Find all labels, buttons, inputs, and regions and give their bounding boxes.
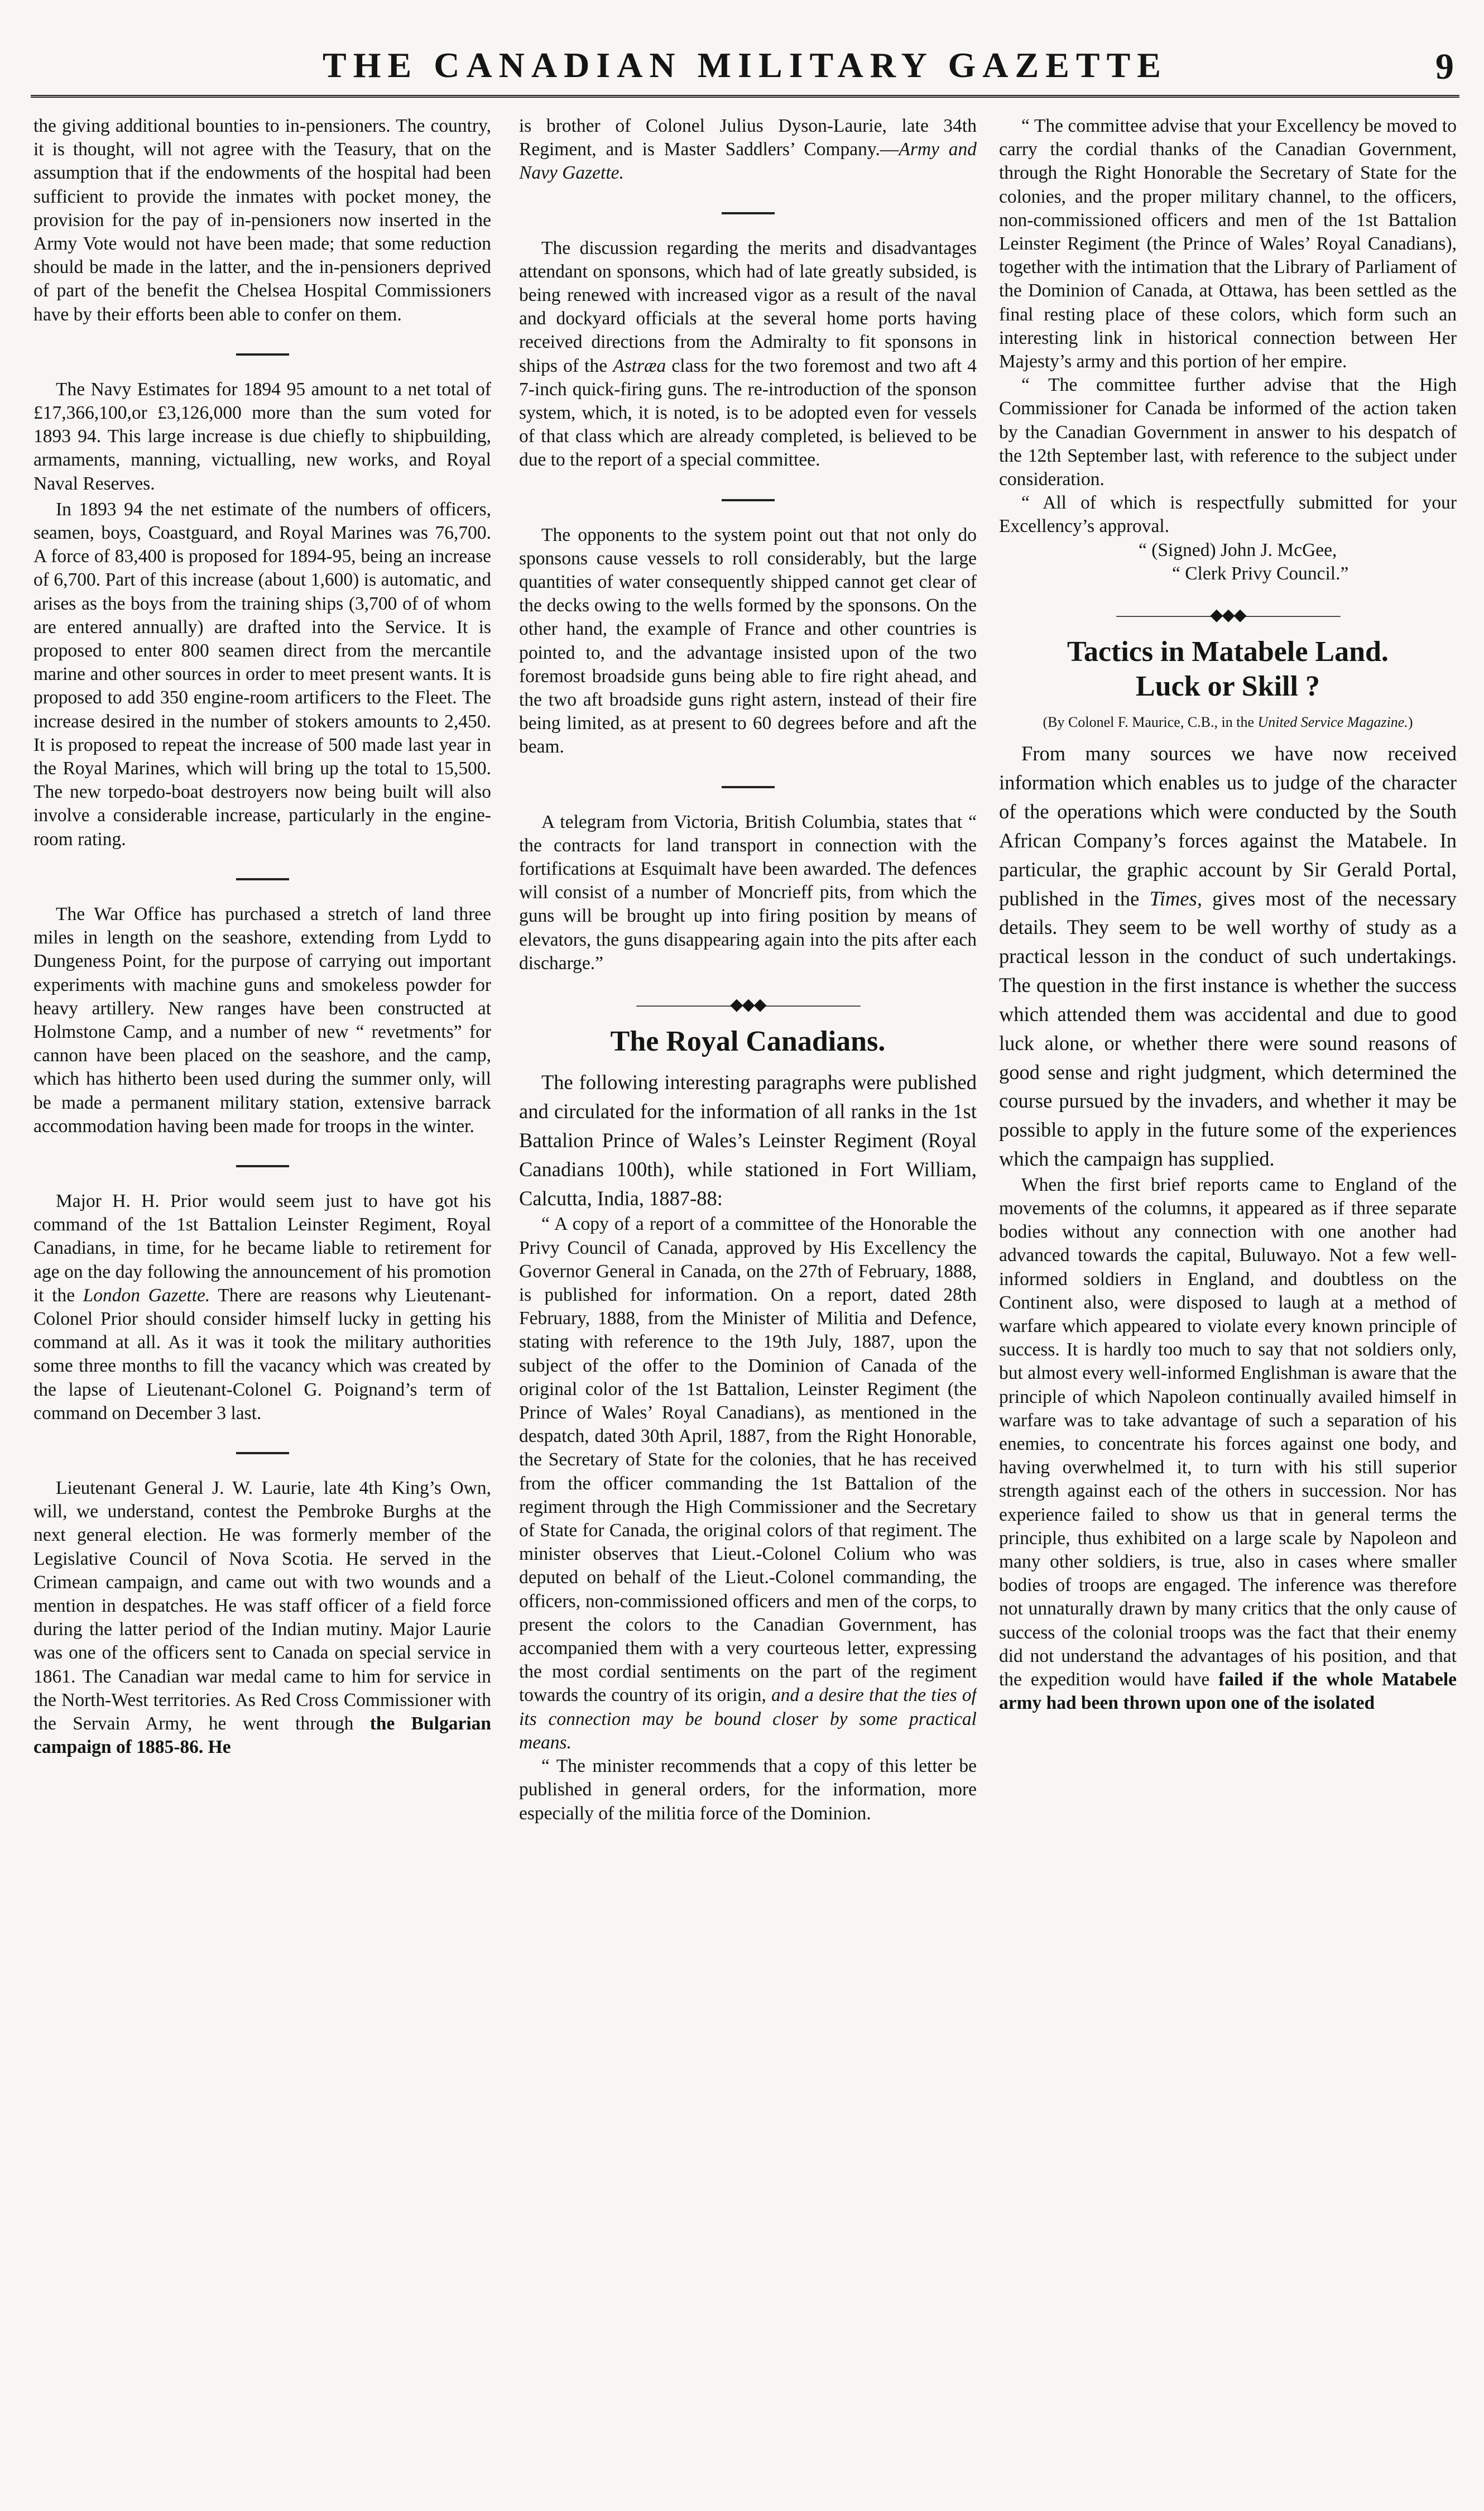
publication-title: Times, <box>1149 886 1202 910</box>
section-divider <box>236 878 289 880</box>
heading-line: Luck or Skill ? <box>1136 670 1320 703</box>
masthead <box>31 33 1459 98</box>
article-paragraph <box>33 1190 491 1425</box>
text-run: There are reasons why Lieutenant-Colonel Prior should consider himself lucky in getting his command at all. As it was it took the military authorities some three months to fill the vacancy which was created by the lapse of Lieutenant-Colonel G. Poignand’s term of command on December 3 last. <box>33 1285 491 1424</box>
article-paragraph: A telegram from Victoria, British Columbia, states that “ the contracts for land transport in connection with the fortifications at Esquimalt have been awarded. The defences will consist of a number of Moncrieff pits, from which the guns will be brought up into firing position by means of elevators, the guns disappearing again into the pits after each discharge.” <box>519 811 977 974</box>
quoted-paragraph: “ The minister recommends that a copy of this letter be published in general orders, for the information, more especially of the militia force of the Dominion. <box>519 1756 977 1824</box>
ornamental-divider: ——————◆◆◆—————— <box>636 995 859 1014</box>
article-paragraph <box>999 1173 1457 1715</box>
text-run: (By Colonel F. Maurice, C.B., in the <box>1043 713 1258 730</box>
publication-title: United Service Magazine. <box>1257 713 1408 730</box>
section-divider <box>236 1452 289 1454</box>
publication-title: Army and Navy Gazette. <box>519 139 977 184</box>
section-divider <box>722 499 775 501</box>
column-3 <box>999 114 1457 2487</box>
quoted-paragraph <box>519 1213 977 1755</box>
quoted-paragraph: “ All of which is respectfully submitted for your Excellency’s approval. <box>999 492 1457 537</box>
ornamental-divider: ——————◆◆◆—————— <box>1116 606 1339 625</box>
article-paragraph <box>519 114 977 185</box>
text-run: is brother of Colonel Julius Dyson-Laurie, late 34th Regiment, and is Master Saddlers’ Company.— <box>519 116 977 160</box>
article-paragraph: The War Office has purchased a stretch of land three miles in length on the seashore, extending from Lydd to Dungeness Point, for the purpose of carrying out important experiments with machine guns and smokeless powder for heavy artillery. New ranges have been constructed at Holmstone Camp, and a number of new “ revetments” for cannon have been placed on the seashore, and the camp, which has hitherto been used during the summer only, will be made a permanent military station, extensive barrack accommodation having been made for troops in the winter. <box>33 903 491 1137</box>
article-paragraph <box>519 237 977 472</box>
quoted-paragraph: “ The committee advise that your Excellency be moved to carry the cordial thanks of the Canadian Government, through the Right Honorable the Secretary of State for the colonies, and the proper military channel, to the officers, non-commissioned officers and men of the 1st Battalion Leinster Regiment (the Prince of Wales’ Royal Canadians), together with the intimation that the Library of Parliament of the Dominion of Canada, at Ottawa, has been settled as the final resting place of these colors, which form such an interesting link in historical connection between Her Majesty’s army and this portion of her empire. <box>999 116 1457 372</box>
emphasized-text: and a desire that the ties of its connection may be bound closer by some practical means. <box>519 1685 977 1753</box>
article-paragraph <box>33 1477 491 1759</box>
column-1 <box>33 114 491 2487</box>
section-divider <box>722 212 775 214</box>
text-run: the Bulgarian campaign of 1885-86. He <box>33 1713 491 1758</box>
text-run: gives most of the necessary details. They seem to be well worthy of study as a practical lesson in the conduct of such undertakings. The question in the first instance is whether the success which attended them was accidental and due to good luck alone, or whether there were sound reasons of good sense and right judgment, which determined the course pursued by the invaders, and whether it may be possible to apply in the future some of the experiences which the campaign has supplied. <box>999 886 1457 1170</box>
text-run: When the first brief reports came to England of the movements of the columns, it appeared as if three separate bodies without any connection with one another had advanced towards the capital, Buluwayo. Not a few well-informed soldiers in England, and doubtless on the Continent also, were disposed to laugh at a method of warfare which appeared to violate every known principle of success. It is hardly too much to say that not soldiers only, but almost every well-informed Englishman is aware that the principle of which Napoleon continually availed himself in warfare was to take advantage of such a separation of his enemies, to concentrate his forces against one body, and having overwhelmed it, to turn with his still superior strength against each of the others in succession. Nor has experience failed to show us that in general terms the principle, thus exhibited on a large scale by Napoleon and many other soldiers, is true, also in cases where smaller bodies of troops are engaged. The inference was therefore not unnaturally drawn by many critics that the only cause of success of the colonial troops was the fact that their enemy did not understand the advantages of his position, and that the expedition would have <box>999 1174 1457 1690</box>
ship-name: Astræa <box>613 355 666 376</box>
article-heading <box>999 635 1457 705</box>
section-divider <box>722 786 775 788</box>
article-paragraph: The Navy Estimates for 1894 95 amount to a net total of £17,366,100,or £3,126,000 more than the sum voted for 1893 94. This large increase is due chiefly to shipbuilding, armaments, manning, victualling, new works, and Royal Naval Reserves. <box>33 378 491 494</box>
signature-line: “ Clerk Privy Council.” <box>1172 563 1349 584</box>
article-heading: The Royal Canadians. <box>610 1025 886 1057</box>
text-run: “ A copy of a report of a committee of the Honorable the Privy Council of Canada, approved by His Excellency the Governor General in Canada, on the 27th of February, 1888, is published for information. On a report, dated 28th February, 1888, from the Minister of Militia and Defence, stating with reference to the 19th July, 1887, upon the subject of the offer to the Dominion of Canada of the original color of the 1st Battalion, Leinster Regiment (the Prince of Wales’ Royal Canadians), as mentioned in the despatch, dated 30th April, 1887, from the Right Honorable, the Secretary of State for the colonies, that he has received from the officer commanding the 1st Battalion of the regiment through the High Commissioner and the Secretary of State for Canada, the original colors of that regiment. The minister observes that Lieut.-Colonel Colium who was deputed on behalf of the Lieut.-Colonel commanding, the officers, non-commissioned officers and men of the corps, to present the colors to the Canadian Government, has accompanied them with a very courteous letter, expressing the most cordial sentiments on the part of the regiment towards the country of its origin, <box>519 1214 977 1706</box>
quoted-paragraph: “ The committee further advise that the High Commissioner for Canada be informed of the action taken by the Canadian Government in answer to his despatch of the 12th September last, with reference to the subject under consideration. <box>999 375 1457 490</box>
publication-title: London Gazette. <box>83 1285 210 1306</box>
text-run: Lieutenant General J. W. Laurie, late 4th King’s Own, will, we understand, contest the Pembroke Burghs at the next general election. He was formerly member of the Legislative Council of Nova Scotia. He served in the Crimean campaign, and came out with two wounds and a mention in despatches. He was staff officer of a field force during the latter period of the Indian mutiny. Major Laurie was one of the officers sent to Canada on special service in 1861. The Canadian war medal came to him for service in the North-West territories. As Red Cross Commissioner with the Servain Army, he went through <box>33 1477 491 1734</box>
text-run: class for the two foremost and two aft 4 7-inch quick-firing guns. The re-introduction of the sponson system, which, it is noted, is to be adopted even for vessels of that class which are already completed, is believed to be due to the report of a special committee. <box>519 355 977 471</box>
text-run: The discussion regarding the merits and disadvantages attendant on sponsons, which had of late greatly subsided, is being renewed with increased vigor as a result of the naval and dockyard officials at the several home ports having received directions from the Admiralty to fit sponsons in ships of the <box>519 237 977 376</box>
text-run: Major H. H. Prior would seem just to have got his command of the 1st Battalion Leinster Regiment, Royal Canadians, in time, for he became liable to retirement for age on the day following the announcement of his promotion it the <box>33 1190 491 1306</box>
section-divider <box>236 353 289 356</box>
article-paragraph <box>999 739 1457 1173</box>
text-run: failed if the whole Matabele army had been thrown upon one of the isolated <box>999 1669 1457 1714</box>
page-number: 9 <box>1435 46 1454 87</box>
article-paragraph: the giving additional bounties to in-pensioners. The country, it is thought, will not agree with the Teasury, that on the assumption that if the endowments of the hospital had been sufficient to provide the inmates with pocket money, the provision for the pay of in-pensioners now inserted in the Army Vote would not have been made; that some reduction should be made in the latter, and the in-pensioners deprived of part of the benefit the Chelsea Hospital Commissioners have by their efforts been able to confer on them. <box>33 116 491 325</box>
section-divider <box>236 1165 289 1167</box>
newspaper-title: THE CANADIAN MILITARY GAZETTE <box>323 45 1168 85</box>
text-run: ) <box>1408 713 1413 730</box>
text-run: From many sources we have now received information which enables us to judge of the character of the operations which were conducted by the South African Company’s forces against the Matabele. In particular, the graphic account by Sir Gerald Portal, published in the <box>999 742 1457 910</box>
heading-line: Tactics in Matabele Land. <box>1067 635 1389 668</box>
byline <box>999 713 1457 732</box>
article-paragraph: The following interesting paragraphs were published and circulated for the information of all ranks in the 1st Battalion Prince of Wales’s Leinster Regiment (Royal Canadians 100th), while stationed in Fort William, Calcutta, India, 1887-88: <box>519 1071 977 1210</box>
article-paragraph: In 1893 94 the net estimate of the numbers of officers, seamen, boys, Coastguard, and Royal Marines was 76,700. A force of 83,400 is proposed for 1894-95, being an increase of 6,700. Part of this increase (about 1,600) is automatic, and arises as the boys from the training ships (3,700 of of whom are entered annually) are drafted into the Service. It is proposed to enter 800 seamen direct from the mercantile marine and other sources in order to meet present wants. It is proposed to add 350 engine-room artificers to the Fleet. The increase desired in the number of stokers amounts to 2,450. It is proposed to repeat the increase of 500 made last year in the Royal Marines, which will bring up the total to 15,500. The new torpedo-boat destroyers now being built will also involve a considerable increase, particularly in the engine-room rating. <box>33 499 491 850</box>
column-2 <box>519 114 977 2487</box>
signature-line: “ (Signed) John J. McGee, <box>1139 539 1337 560</box>
article-paragraph: The opponents to the system point out that not only do sponsons cause vessels to roll considerably, but the large quantities of water consequently shipped cannot get clear of the decks owing to the wells formed by the sponsons. On the other hand, the example of France and other countries is pointed to, and the advantage insisted upon of the two foremost broadside guns being able to fire right ahead, and the two aft broadside guns right astern, instead of their fire being limited, as at present to 60 degrees before and aft the beam. <box>519 524 977 758</box>
